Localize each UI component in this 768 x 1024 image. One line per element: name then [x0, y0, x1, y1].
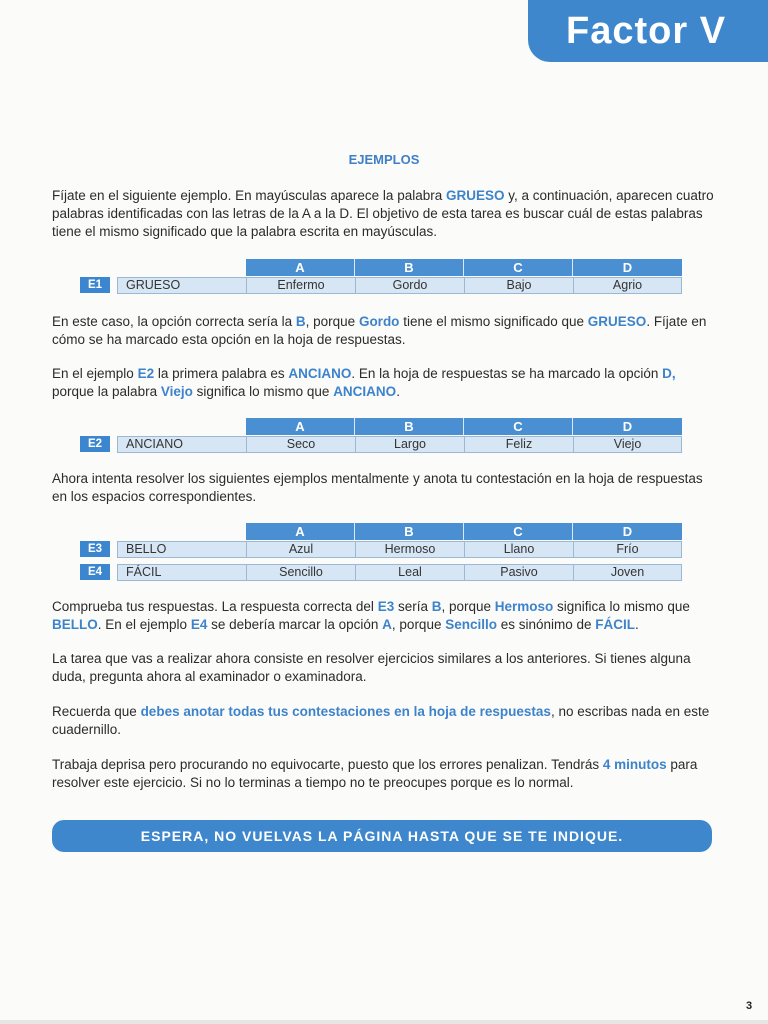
highlighted-text: ANCIANO: [333, 384, 397, 399]
paragraph-text: para resolver este ejercicio. Si no lo terminas a tiempo no te preocupes porque es lo normal.: [52, 757, 698, 790]
paragraph-text: , porque: [441, 599, 495, 614]
option-a-cell: Sencillo: [246, 564, 356, 581]
column-b-header: B: [355, 259, 464, 276]
option-a-cell: Enfermo: [246, 277, 356, 294]
option-d-cell: Viejo: [573, 436, 682, 453]
paragraph-text: En el ejemplo: [52, 366, 138, 381]
intro-paragraph: [52, 187, 714, 241]
example-code-badge: E1: [80, 277, 110, 293]
option-c-cell: Llano: [464, 541, 574, 558]
bottom-edge: [0, 1020, 768, 1024]
column-a-header: A: [246, 523, 355, 540]
table2-header: [246, 418, 682, 435]
paragraph-text: es sinónimo de: [496, 617, 596, 632]
paragraph-text: . En el ejemplo: [97, 617, 191, 632]
column-d-header: D: [622, 419, 633, 434]
instruction-paragraph: [52, 470, 714, 506]
option-d-cell: Agrio: [573, 277, 682, 294]
paragraph-text: , no escribas nada en este cuadernillo.: [52, 704, 710, 737]
paragraph-text: la primera palabra es: [154, 366, 289, 381]
example-word-cell: BELLO: [117, 541, 247, 558]
paragraph-text: . En la hoja de respuestas se ha marcado la opción: [351, 366, 663, 381]
column-a-header: A: [246, 259, 355, 276]
paragraph-text: La tarea que vas a realizar ahora consiste en resolver ejercicios similares a los anteriores. Si tienes alguna duda, pregunta ahora al examinador o examinadora.: [52, 651, 691, 684]
paragraph-text: significa lo mismo que: [553, 599, 690, 614]
example-code-badge: E2: [80, 436, 110, 452]
option-d-cell: Frío: [573, 541, 682, 558]
option-c-cell: Feliz: [464, 436, 574, 453]
highlighted-text: debes anotar todas tus contestaciones en la hoja de respuestas: [140, 704, 551, 719]
paragraph-text: Comprueba tus respuestas. La respuesta correcta del: [52, 599, 378, 614]
highlighted-text: E2: [137, 366, 155, 381]
paragraph-text: Ahora intenta resolver los siguientes ejemplos mentalmente y anota tu contestación en la hoja de respuestas en los espacios correspondientes.: [52, 471, 703, 504]
example-word-cell: ANCIANO: [117, 436, 247, 453]
answer-check-paragraph: [52, 598, 714, 634]
highlighted-text: FÁCIL: [595, 617, 636, 632]
column-b-header: B: [355, 418, 464, 435]
highlighted-text: GRUESO: [587, 314, 647, 329]
paragraph-text: , porque: [391, 617, 446, 632]
highlighted-text: B: [295, 314, 306, 329]
paragraph-text: se debería marcar la opción: [207, 617, 383, 632]
section-title: EJEMPLOS: [348, 152, 420, 167]
highlighted-text: ANCIANO: [288, 366, 352, 381]
option-a-cell: Azul: [246, 541, 356, 558]
column-c-header: C: [464, 259, 573, 276]
highlighted-text: Sencillo: [445, 617, 497, 632]
column-a-header: A: [246, 418, 355, 435]
paragraph-text: .: [635, 617, 639, 632]
option-b-cell: Leal: [355, 564, 465, 581]
highlighted-text: E3: [377, 599, 395, 614]
highlighted-text: D,: [662, 366, 676, 381]
example-word-cell: FÁCIL: [117, 564, 247, 581]
column-d-header: D: [622, 260, 633, 275]
paragraph-text: Recuerda que: [52, 704, 141, 719]
example-code-badge: E3: [80, 541, 110, 557]
paragraph-text: Trabaja deprisa pero procurando no equivocarte, puesto que los errores penalizan. Tendrás: [52, 757, 603, 772]
highlighted-text: 4 minutos: [602, 757, 667, 772]
highlighted-text: BELLO: [52, 617, 98, 632]
paragraph-text: Fíjate en el siguiente ejemplo. En mayúsculas aparece la palabra: [52, 188, 446, 203]
explanation-paragraph-e1: [52, 313, 714, 349]
paragraph-text: significa lo mismo que: [192, 384, 334, 399]
example-code-badge: E4: [80, 564, 110, 580]
paragraph-text: porque la palabra: [52, 384, 161, 399]
paragraph-text: sería: [394, 599, 432, 614]
time-limit-paragraph: [52, 756, 714, 792]
task-description-paragraph: [52, 650, 714, 686]
highlighted-text: GRUESO: [445, 188, 505, 203]
factor-title: Factor V: [566, 9, 727, 52]
table3-header: [246, 523, 682, 540]
highlighted-text: A: [382, 617, 392, 632]
wait-banner: ESPERA, NO VUELVAS LA PÁGINA HASTA QUE SE TE INDIQUE.: [52, 820, 712, 852]
factor-title-tab: [528, 0, 768, 62]
highlighted-text: E4: [190, 617, 208, 632]
highlighted-text: Gordo: [358, 314, 400, 329]
explanation-paragraph-e2: [52, 365, 714, 401]
paragraph-text: , porque: [305, 314, 359, 329]
column-c-header: C: [464, 418, 573, 435]
option-a-cell: Seco: [246, 436, 356, 453]
column-c-header: C: [464, 523, 573, 540]
option-b-cell: Hermoso: [355, 541, 465, 558]
paragraph-text: .: [396, 384, 400, 399]
option-c-cell: Pasivo: [464, 564, 574, 581]
option-b-cell: Gordo: [355, 277, 465, 294]
column-d-header: D: [622, 524, 633, 539]
highlighted-text: B: [431, 599, 442, 614]
paragraph-text: tiene el mismo significado que: [399, 314, 588, 329]
paragraph-text: y, a continuación, aparecen cuatro palabras identificadas con las letras de la A a la D. El objetivo de esta tarea es buscar cuál de estas palabras tiene el mismo significado que la palabra escrita en mayúsculas.: [52, 188, 714, 239]
option-b-cell: Largo: [355, 436, 465, 453]
paragraph-text: . Fíjate en cómo se ha marcado esta opción en la hoja de respuestas.: [52, 314, 707, 347]
paragraph-text: En este caso, la opción correcta sería la: [52, 314, 296, 329]
highlighted-text: Hermoso: [494, 599, 554, 614]
highlighted-text: Viejo: [160, 384, 193, 399]
example-word-cell: GRUESO: [117, 277, 247, 294]
reminder-paragraph: [52, 703, 714, 739]
option-c-cell: Bajo: [464, 277, 574, 294]
option-d-cell: Joven: [573, 564, 682, 581]
column-b-header: B: [355, 523, 464, 540]
table1-header: [246, 259, 682, 276]
page-number: 3: [746, 1000, 753, 1012]
